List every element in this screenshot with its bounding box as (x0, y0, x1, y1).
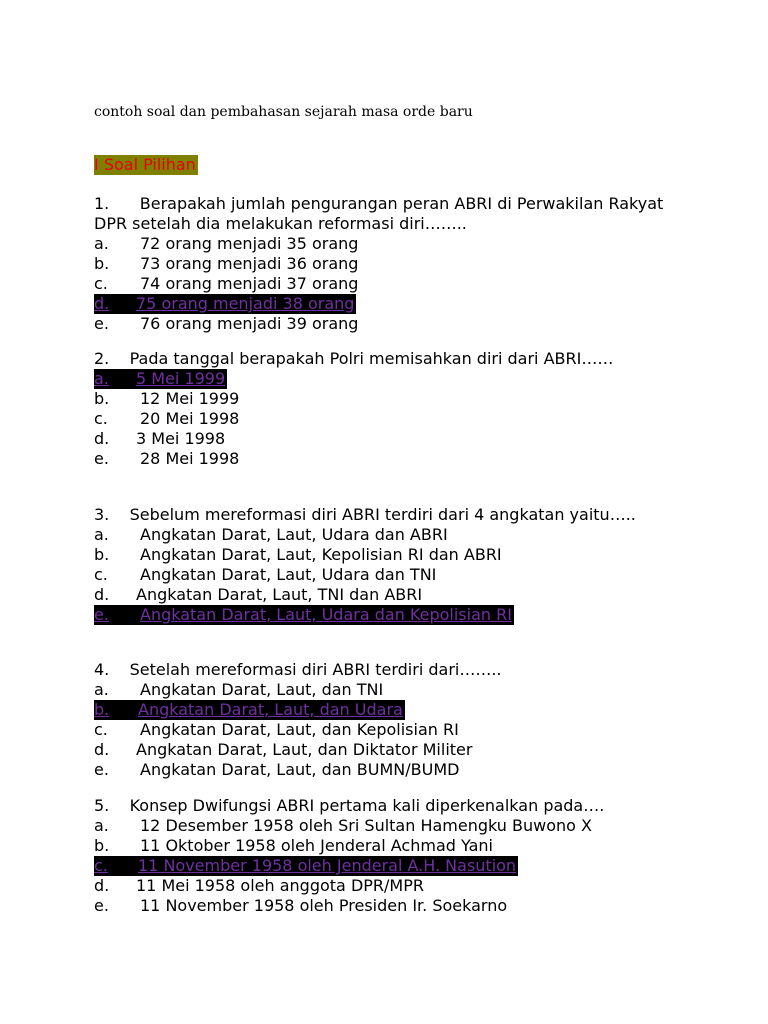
question-5 (94, 796, 694, 916)
option-b: b. Angkatan Darat, Laut, Kepolisian RI dan ABRI (94, 545, 502, 564)
question-text: 4. Setelah mereformasi diri ABRI terdiri dari…….. (94, 660, 502, 679)
question-4 (94, 660, 694, 780)
option-d-answer: d. 75 orang menjadi 38 orang (94, 294, 355, 313)
option-e: e. 11 November 1958 oleh Presiden Ir. Soekarno (94, 896, 508, 915)
option-d: d. 11 Mei 1958 oleh anggota DPR/MPR (94, 876, 424, 895)
option-e-answer: e. Angkatan Darat, Laut, Udara dan Kepolisian RI (94, 605, 512, 624)
option-c: c. 20 Mei 1998 (94, 409, 240, 428)
option-d: d. 3 Mei 1998 (94, 429, 226, 448)
section-heading (94, 155, 198, 175)
option-b: b. 73 orang menjadi 36 orang (94, 254, 359, 273)
option-a: a. 12 Desember 1958 oleh Sri Sultan Hamengku Buwono X (94, 816, 592, 835)
heading-marker: I (94, 155, 99, 174)
option-c: c. Angkatan Darat, Laut, Udara dan TNI (94, 565, 437, 584)
option-a-answer: a. 5 Mei 1999 (94, 369, 226, 388)
option-b: b. 11 Oktober 1958 oleh Jenderal Achmad Yani (94, 836, 493, 855)
option-c: c. 74 orang menjadi 37 orang (94, 274, 359, 293)
option-a: a. Angkatan Darat, Laut, dan TNI (94, 680, 384, 699)
option-c-answer: c. 11 November 1958 oleh Jenderal A.H. Nasution (94, 856, 517, 875)
option-a: a. 72 orang menjadi 35 orang (94, 234, 359, 253)
question-text: 5. Konsep Dwifungsi ABRI pertama kali diperkenalkan pada…. (94, 796, 605, 815)
option-d: d. Angkatan Darat, Laut, dan Diktator Militer (94, 740, 473, 759)
option-d: d. Angkatan Darat, Laut, TNI dan ABRI (94, 585, 423, 604)
question-text: 2. Pada tanggal berapakah Polri memisahkan diri dari ABRI…… (94, 349, 614, 368)
option-a: a. Angkatan Darat, Laut, Udara dan ABRI (94, 525, 448, 544)
option-e: e. 28 Mei 1998 (94, 449, 240, 468)
question-text: 1. Berapakah jumlah pengurangan peran ABRI di Perwakilan Rakyat DPR setelah dia melakukan reformasi diri…….. (94, 194, 664, 233)
option-b-answer: b. Angkatan Darat, Laut, dan Udara (94, 700, 403, 719)
question-2 (94, 349, 624, 469)
heading-label: Soal Pilihan (103, 155, 196, 174)
question-text: 3. Sebelum mereformasi diri ABRI terdiri dari 4 angkatan yaitu….. (94, 505, 636, 524)
question-3 (94, 505, 639, 625)
question-1 (94, 194, 694, 334)
option-e: e. 76 orang menjadi 39 orang (94, 314, 359, 333)
option-c: c. Angkatan Darat, Laut, dan Kepolisian RI (94, 720, 459, 739)
option-b: b. 12 Mei 1999 (94, 389, 240, 408)
document-title: contoh soal dan pembahasan sejarah masa orde baru (94, 104, 473, 120)
option-e: e. Angkatan Darat, Laut, dan BUMN/BUMD (94, 760, 460, 779)
